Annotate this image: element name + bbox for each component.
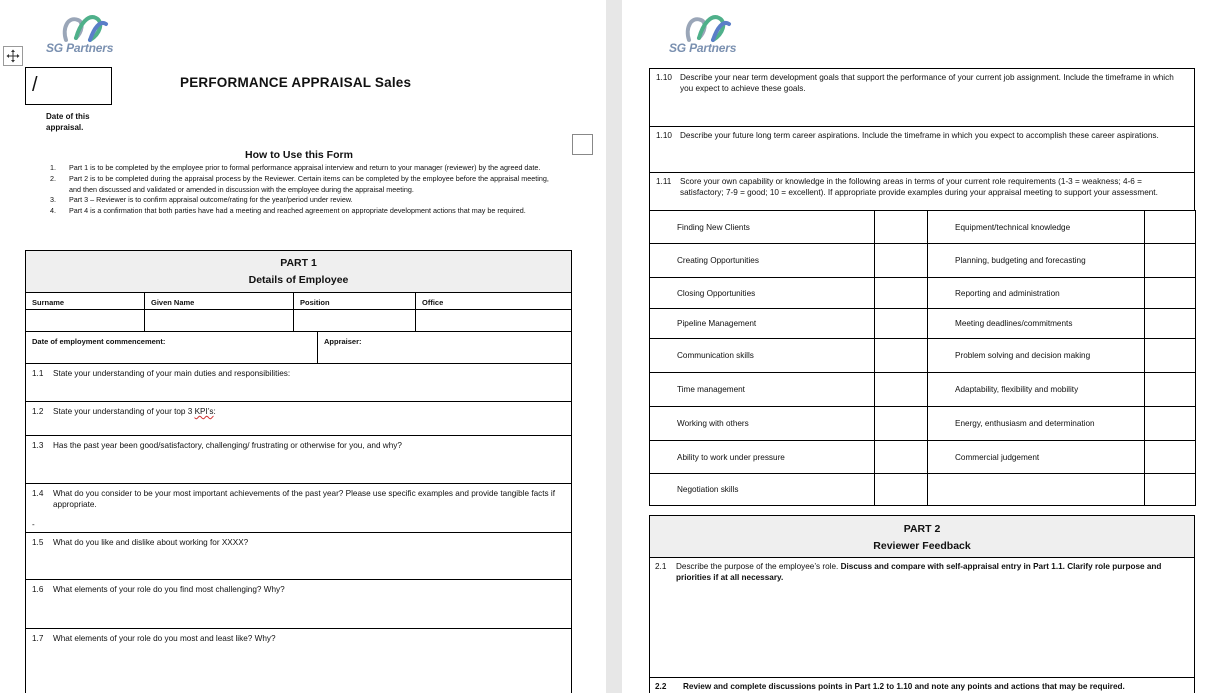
part1-table xyxy=(25,250,572,693)
question-1-10-near-term[interactable] xyxy=(650,69,1195,127)
question-text-end: : xyxy=(213,407,216,416)
question-2-1[interactable] xyxy=(650,558,1195,678)
skill-label: Commercial judgement xyxy=(928,441,1145,474)
how-to-text: Part 3 – Reviewer is to confirm appraisal outcome/rating for the year/period under review. xyxy=(69,195,353,205)
office-input[interactable] xyxy=(416,310,572,332)
question-num: 1.6 xyxy=(32,585,44,594)
skill-label: Negotiation skills xyxy=(650,474,875,506)
skill-label: Meeting deadlines/commitments xyxy=(928,309,1145,339)
question-num: 2.1 xyxy=(655,562,667,571)
question-text: Score your own capability or knowledge in the following areas in terms of your current role requirements (1-3 = weakness; 4-6 = satisfactory; 7-9 = good; 10 = excellent). If appropriate provide examples during your appraisal meeting to support your assessment. xyxy=(680,177,1158,197)
question-text: State your understanding of your main duties and responsibilities: xyxy=(53,369,291,378)
question-num: 1.3 xyxy=(32,441,44,450)
question-text: Review and complete discussions points in Part 1.2 to 1.10 and note any points and actions that may be required. xyxy=(683,682,1125,691)
skill-label: Planning, budgeting and forecasting xyxy=(928,244,1145,278)
question-text: What elements of your role do you find most challenging? Why? xyxy=(53,585,285,594)
given-name-label: Given Name xyxy=(145,293,294,310)
question-num: 1.2 xyxy=(32,407,44,416)
part1-title: PART 1 xyxy=(280,257,317,269)
question-num: 1.11 xyxy=(656,177,672,186)
question-1-11[interactable] xyxy=(650,173,1195,211)
sg-partners-logo xyxy=(46,4,126,55)
appraisal-date-field[interactable] xyxy=(25,67,112,105)
question-num: 1.1 xyxy=(32,369,44,378)
skill-row xyxy=(650,211,1196,244)
how-to-item xyxy=(50,206,562,217)
how-to-item xyxy=(50,195,562,206)
question-text: Has the past year been good/satisfactory, challenging/ frustrating or otherwise for you, and why? xyxy=(53,441,402,450)
how-to-num: 4. xyxy=(50,206,56,216)
skill-row xyxy=(650,441,1196,474)
question-1-10-long-term[interactable] xyxy=(650,127,1195,173)
given-name-input[interactable] xyxy=(145,310,294,332)
skill-score-input[interactable] xyxy=(875,339,928,373)
skill-score-input[interactable] xyxy=(875,441,928,474)
date-label xyxy=(46,111,90,133)
part2-table xyxy=(649,515,1195,693)
skill-label: Problem solving and decision making xyxy=(928,339,1145,373)
part2-subtitle: Reviewer Feedback xyxy=(873,540,971,552)
how-to-text: Part 2 is to be completed during the appraisal process by the Reviewer. Certain items can be completed by the employee before the appraisal meeting, and then discussed and validated or amended in discussion with the employee during the appraisal meeting. xyxy=(69,173,549,194)
skill-label: Closing Opportunities xyxy=(650,278,875,309)
skill-label: Time management xyxy=(650,373,875,407)
skill-label: Reporting and administration xyxy=(928,278,1145,309)
question-dash: - xyxy=(32,520,35,529)
date-label-line-1: Date of this xyxy=(46,112,90,121)
how-to-item xyxy=(50,163,562,174)
skill-score-input[interactable] xyxy=(1145,441,1196,474)
question-text: Describe your future long term career aspirations. Include the timeframe in which you expect to accomplish these career aspirations. xyxy=(680,131,1159,140)
skill-score-input[interactable] xyxy=(1145,373,1196,407)
skill-row xyxy=(650,474,1196,506)
logo-text: SG Partners xyxy=(46,41,114,55)
surname-input[interactable] xyxy=(26,310,145,332)
question-text: What do you consider to be your most important achievements of the past year? Please use specific examples and provide tangible facts if appropriate. xyxy=(53,489,555,509)
question-1-7[interactable] xyxy=(26,629,572,693)
question-text: What do you like and dislike about working for XXXX? xyxy=(53,538,249,547)
part1-header-cell xyxy=(26,251,572,293)
part2-header xyxy=(650,516,1195,558)
how-to-num: 3. xyxy=(50,195,56,205)
appraiser-field[interactable]: Appraiser: xyxy=(318,332,572,364)
question-1-4[interactable] xyxy=(26,484,572,533)
table-move-handle-icon[interactable] xyxy=(3,46,23,66)
office-label: Office xyxy=(416,293,572,310)
question-1-5[interactable] xyxy=(26,533,572,580)
skill-label: Energy, enthusiasm and determination xyxy=(928,407,1145,441)
skill-score-input[interactable] xyxy=(1145,339,1196,373)
question-text: Describe your near term development goals that support the performance of your current job assignment. Include the timeframe in which you expect to achieve these goals. xyxy=(680,73,1174,93)
skill-score-input[interactable] xyxy=(1145,309,1196,339)
question-text: What elements of your role do you most and least like? Why? xyxy=(53,634,276,643)
question-num: 1.10 xyxy=(656,73,672,82)
how-to-list xyxy=(50,163,562,217)
logo-text: SG Partners xyxy=(669,41,737,55)
question-num: 1.10 xyxy=(656,131,672,140)
development-questions-table xyxy=(649,68,1195,211)
surname-label: Surname xyxy=(26,293,145,310)
question-num: 1.5 xyxy=(32,538,44,547)
skill-score-input[interactable] xyxy=(875,211,928,244)
question-text: State your understanding of your top 3 xyxy=(53,407,195,416)
date-label-line-2: appraisal. xyxy=(46,123,84,132)
skill-score-input[interactable] xyxy=(1145,244,1196,278)
skill-score-input[interactable] xyxy=(875,474,928,506)
position-label: Position xyxy=(294,293,416,310)
skill-label xyxy=(928,474,1145,506)
date-employment-field[interactable]: Date of employment commencement: xyxy=(26,332,318,364)
part1-subtitle: Details of Employee xyxy=(248,274,349,286)
skill-score-input[interactable] xyxy=(875,373,928,407)
part2-header-cell xyxy=(650,516,1195,558)
question-num: 1.4 xyxy=(32,489,44,498)
question-num: 1.7 xyxy=(32,634,44,643)
question-1-2[interactable] xyxy=(26,402,572,436)
question-text: Describe the purpose of the employee’s role. xyxy=(676,562,839,571)
skill-row xyxy=(650,339,1196,373)
skill-row xyxy=(650,407,1196,441)
skill-row xyxy=(650,278,1196,309)
skill-label: Finding New Clients xyxy=(650,211,875,244)
skill-label: Adaptability, flexibility and mobility xyxy=(928,373,1145,407)
question-1-1[interactable] xyxy=(26,364,572,402)
document-title: PERFORMANCE APPRAISAL Sales xyxy=(180,75,412,90)
skill-row xyxy=(650,373,1196,407)
skill-label: Communication skills xyxy=(650,339,875,373)
skill-score-input[interactable] xyxy=(1145,211,1196,244)
position-input[interactable] xyxy=(294,310,416,332)
question-1-3[interactable] xyxy=(26,436,572,484)
sg-partners-logo xyxy=(669,4,749,55)
question-text-bold: Discuss and compare with self-appraisal entry in Part 1.1. Clarify role purpose and priorities if at all necessary. xyxy=(676,562,1162,582)
skill-score-input[interactable] xyxy=(875,244,928,278)
skill-label: Working with others xyxy=(650,407,875,441)
question-2-2[interactable] xyxy=(650,678,1195,693)
how-to-text: Part 4 is a confirmation that both parties have had a meeting and reached agreement on appropriate development actions that may be required. xyxy=(69,206,526,216)
part2-title: PART 2 xyxy=(903,523,941,535)
how-to-text: Part 1 is to be completed by the employee prior to formal performance appraisal interview and return to your manager (reviewer) by the agreed date. xyxy=(69,163,541,172)
skill-label: Equipment/technical knowledge xyxy=(928,211,1145,244)
how-to-title: How to Use this Form xyxy=(245,149,353,161)
kpi-spell-marked-word: KPI’s xyxy=(194,407,214,416)
skill-row xyxy=(650,309,1196,339)
how-to-num: 1. xyxy=(50,163,56,172)
skill-score-input[interactable] xyxy=(875,278,928,309)
skill-score-input[interactable] xyxy=(1145,278,1196,309)
skill-row xyxy=(650,244,1196,278)
skill-score-input[interactable] xyxy=(875,309,928,339)
skill-score-input[interactable] xyxy=(1145,474,1196,506)
skill-label: Creating Opportunities xyxy=(650,244,875,278)
skill-score-input[interactable] xyxy=(1145,407,1196,441)
logo-mark-icon xyxy=(683,10,733,44)
skill-score-input[interactable] xyxy=(875,407,928,441)
skills-score-table xyxy=(649,210,1196,506)
question-num: 2.2 xyxy=(655,682,667,691)
how-to-num: 2. xyxy=(50,173,56,183)
logo-mark-icon xyxy=(60,10,110,44)
skill-label: Ability to work under pressure xyxy=(650,441,875,474)
skill-label: Pipeline Management xyxy=(650,309,875,339)
how-to-item xyxy=(50,174,562,196)
checkbox[interactable] xyxy=(572,134,593,155)
part1-header xyxy=(26,251,572,293)
date-value: / xyxy=(32,74,38,96)
question-1-6[interactable] xyxy=(26,580,572,629)
